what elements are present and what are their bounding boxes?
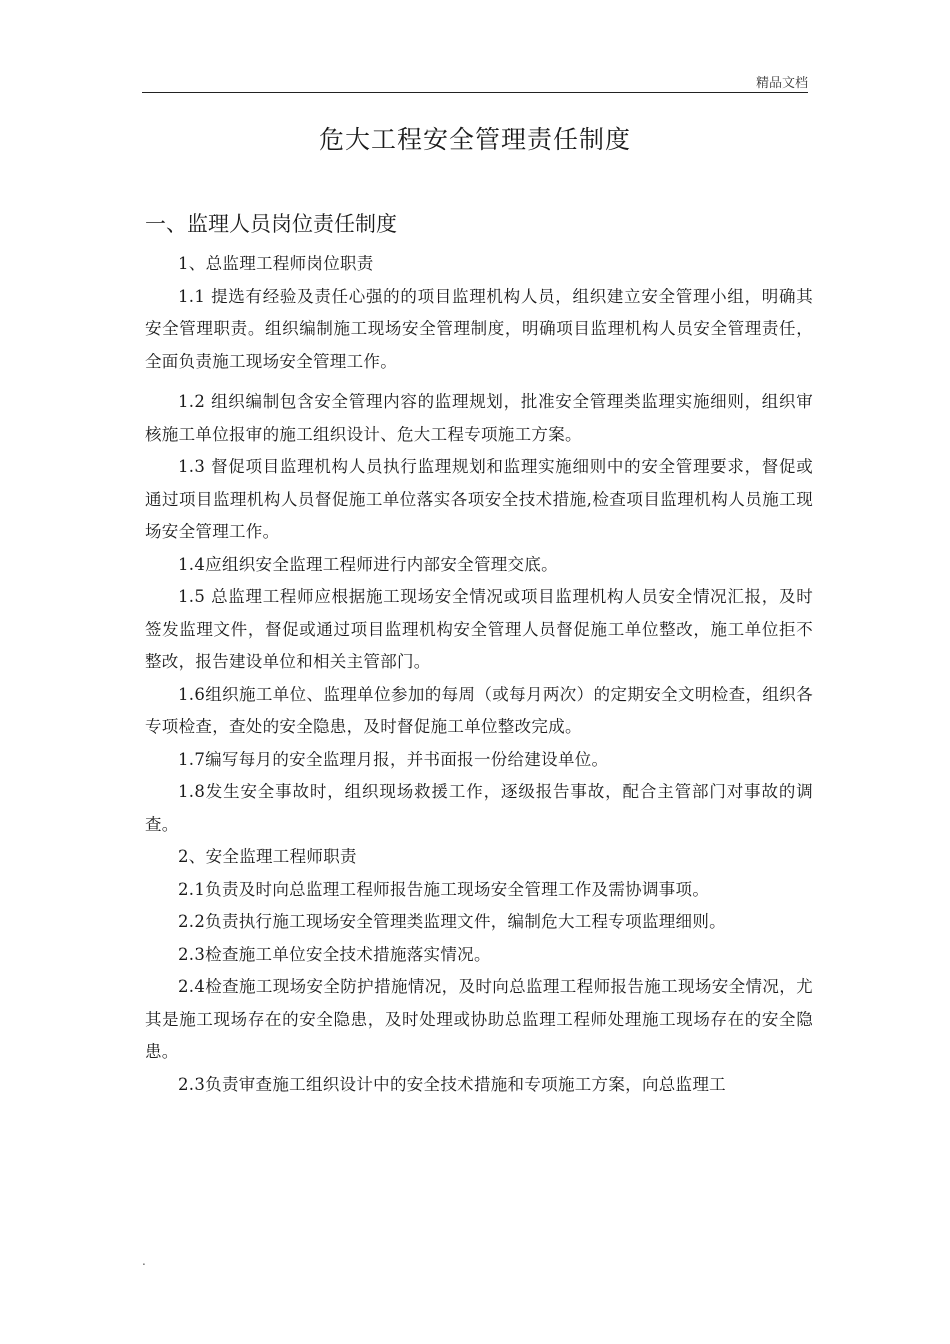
paragraph: 1.6组织施工单位、监理单位参加的每周（或每月两次）的定期安全文明检查，组织各专项检查，查处的安全隐患，及时督促施工单位整改完成。: [145, 684, 813, 736]
header-divider: [142, 92, 808, 93]
header-label: 精品文档: [755, 76, 808, 91]
paragraph: 1.5 总监理工程师应根据施工现场安全情况或项目监理机构人员安全情况汇报，及时签发监理文件，督促或通过项目监理机构安全管理人员督促施工单位整改，施工单位拒不整改，报告建设单位和相关主管部门。: [145, 587, 813, 671]
paragraph: 1.3 督促项目监理机构人员执行监理规划和监理实施细则中的安全管理要求，督促或通过项目监理机构人员督促施工单位落实各项安全技术措施,检查项目监理机构人员施工现场安全管理工作。: [145, 457, 813, 541]
paragraph: 2.2负责执行施工现场安全管理类监理文件，编制危大工程专项监理细则。: [178, 912, 726, 931]
paragraph: 1.8发生安全事故时，组织现场救援工作，逐级报告事故，配合主管部门对事故的调查。: [145, 782, 813, 834]
subsection-heading: 1、总监理工程师岗位职责: [178, 254, 374, 273]
paragraph: 2.4检查施工现场安全防护措施情况，及时向总监理工程师报告施工现场安全情况，尤其是施工现场存在的安全隐患，及时处理或协助总监理工程师处理施工现场存在的安全隐患。: [145, 977, 813, 1061]
paragraph: 2.1负责及时向总监理工程师报告施工现场安全管理工作及需协调事项。: [178, 879, 710, 899]
paragraph: 1.1 提选有经验及责任心强的的项目监理机构人员，组织建立安全管理小组，明确其安全管理职责。组织编制施工现场安全管理制度，明确项目监理机构人员安全管理责任，全面负责施工现场安全管理工作。: [145, 286, 813, 371]
document-title: 危大工程安全管理责任制度: [318, 125, 631, 154]
document-body: [145, 248, 813, 1101]
paragraph: 2.3检查施工单位安全技术措施落实情况。: [178, 944, 491, 964]
footer-mark: .: [142, 1254, 146, 1268]
paragraph: 1.2 组织编制包含安全管理内容的监理规划，批准安全管理类监理实施细则，组织审核施工单位报审的施工组织设计、危大工程专项施工方案。: [145, 392, 813, 444]
paragraph: 1.4应组织安全监理工程师进行内部安全管理交底。: [178, 554, 558, 574]
section-heading: 一、监理人员岗位责任制度: [145, 212, 397, 236]
subsection-heading: 2、安全监理工程师职责: [178, 847, 357, 866]
paragraph: 2.3负责审查施工组织设计中的安全技术措施和专项施工方案，向总监理工: [178, 1074, 726, 1094]
paragraph: 1.7编写每月的安全监理月报，并书面报一份给建设单位。: [178, 749, 609, 769]
